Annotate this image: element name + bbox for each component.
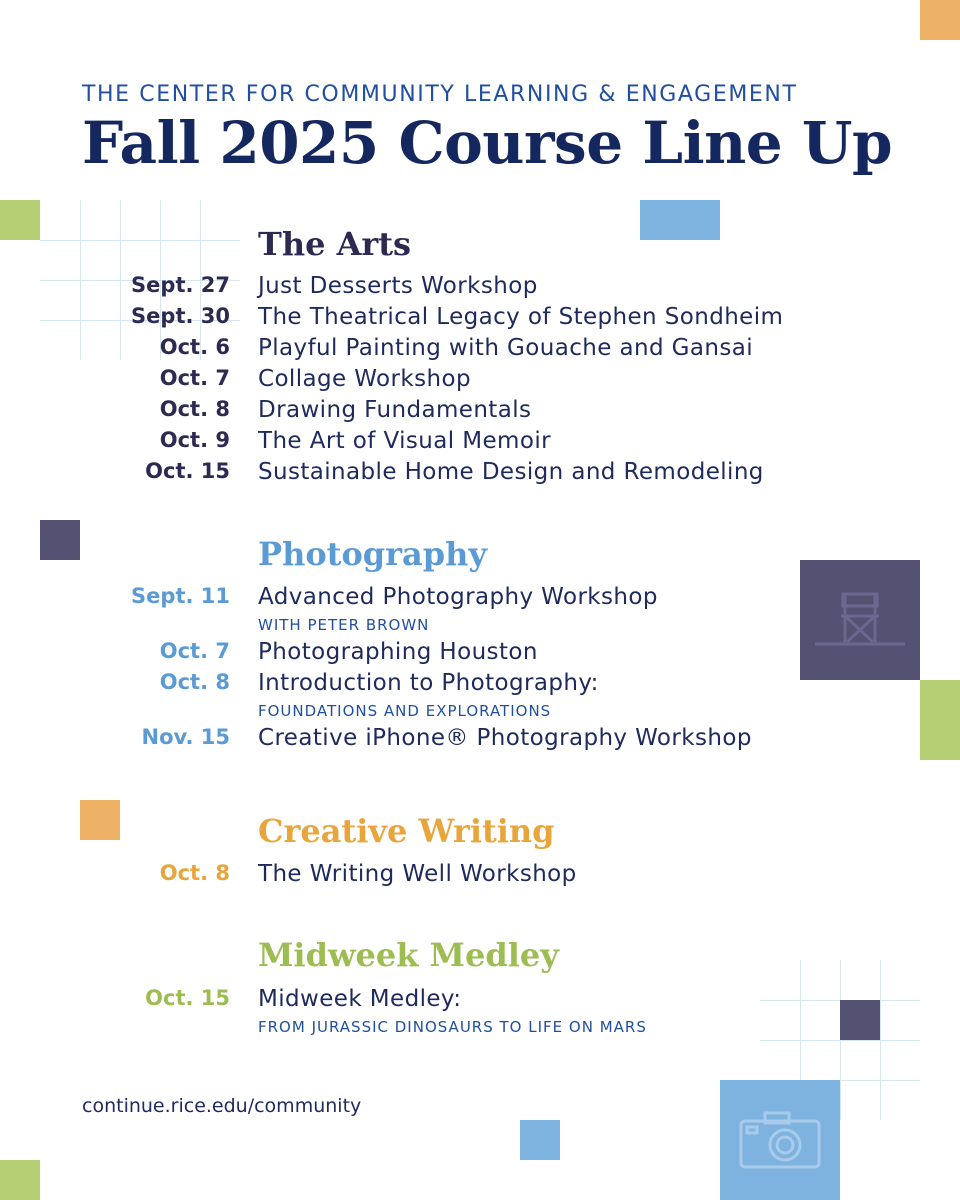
section-title: Creative Writing <box>258 812 555 850</box>
list-item <box>0 428 960 459</box>
course-date: Oct. 6 <box>159 335 230 359</box>
course-title: Midweek Medley: <box>258 986 462 1012</box>
course-date: Oct. 15 <box>145 459 230 483</box>
list-item <box>0 397 960 428</box>
header-subtitle: THE CENTER FOR COMMUNITY LEARNING & ENGAGEMENT <box>82 82 798 107</box>
list-item <box>0 366 960 397</box>
website-link[interactable]: continue.rice.edu/community <box>82 1095 362 1117</box>
list-item <box>0 861 960 892</box>
course-title: Creative iPhone® Photography Workshop <box>258 725 752 751</box>
course-title: The Theatrical Legacy of Stephen Sondheim <box>258 304 784 330</box>
course-title: Playful Painting with Gouache and Gansai <box>258 335 754 361</box>
decor-square-blue-bottom <box>520 1120 560 1160</box>
decor-square-orange-left <box>80 800 120 840</box>
course-title: Sustainable Home Design and Remodeling <box>258 459 764 485</box>
course-date: Oct. 9 <box>159 428 230 452</box>
decor-square-orange-top-right <box>920 0 960 40</box>
course-date: Oct. 7 <box>159 639 230 663</box>
list-item <box>0 273 960 304</box>
course-date: Oct. 15 <box>145 986 230 1010</box>
course-date: Nov. 15 <box>141 725 230 749</box>
decor-square-green-top-left <box>0 200 40 240</box>
section-title: Photography <box>258 535 487 573</box>
list-item <box>0 584 960 615</box>
course-title: Just Desserts Workshop <box>258 273 538 299</box>
course-subtitle: FOUNDATIONS AND EXPLORATIONS <box>258 702 552 720</box>
course-date: Sept. 27 <box>131 273 230 297</box>
list-item <box>0 725 960 756</box>
decor-square-green-bottom-left <box>0 1160 40 1200</box>
course-date: Oct. 8 <box>159 861 230 885</box>
course-title: The Art of Visual Memoir <box>258 428 551 454</box>
course-date: Oct. 8 <box>159 670 230 694</box>
section-title: Midweek Medley <box>258 936 559 974</box>
course-subtitle: FROM JURASSIC DINOSAURS TO LIFE ON MARS <box>258 1018 647 1036</box>
list-item <box>0 459 960 490</box>
course-title: Advanced Photography Workshop <box>258 584 658 610</box>
course-date: Oct. 8 <box>159 397 230 421</box>
course-title: The Writing Well Workshop <box>258 861 577 887</box>
list-item <box>0 639 960 670</box>
decor-square-purple-left <box>40 520 80 560</box>
camera-icon <box>735 1105 825 1175</box>
course-date: Oct. 7 <box>159 366 230 390</box>
course-subtitle: WITH PETER BROWN <box>258 616 430 634</box>
camera-image <box>720 1080 840 1200</box>
list-item <box>0 335 960 366</box>
course-date: Sept. 30 <box>131 304 230 328</box>
list-item <box>0 670 960 701</box>
course-title: Introduction to Photography: <box>258 670 599 696</box>
header <box>82 82 902 177</box>
section-title: The Arts <box>258 225 412 263</box>
course-title: Drawing Fundamentals <box>258 397 532 423</box>
page-title: Fall 2025 Course Line Up <box>82 109 892 177</box>
list-item <box>0 986 960 1017</box>
course-title: Photographing Houston <box>258 639 538 665</box>
list-item <box>0 304 960 335</box>
course-title: Collage Workshop <box>258 366 471 392</box>
decor-rect-blue-top <box>640 200 720 240</box>
course-date: Sept. 11 <box>131 584 230 608</box>
